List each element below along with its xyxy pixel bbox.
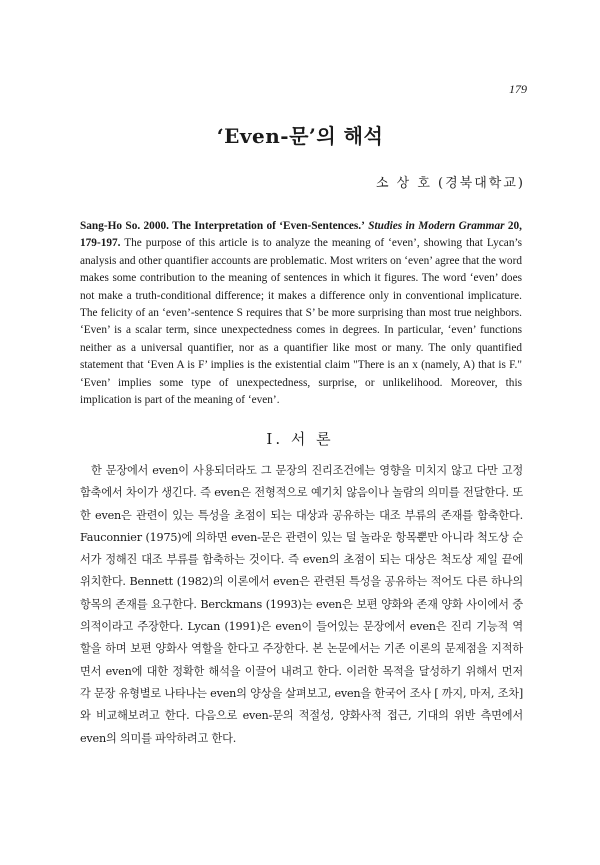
page-number: 179 <box>509 82 527 96</box>
abstract-text: The purpose of this article is to analyze the meaning of ‘even’, showing that Lycan’s analysis and other quantifier accounts are problematic. Most writers on ‘even’ agree that the word makes some contribution to the meaning of sentences in which it figures. The word ‘even’ does not make a truth-conditional difference; it makes a difference only in conventional implicature. The felicity of an ‘even’-sentence S requires that S’ be more surprising than most true neighbors. ‘Even’ is a scalar term, since unexpectedness comes in degrees. In particular, ‘even’ functions neither as a universal quantifier, nor as a quantifier like most or many. The only quantified statement that ‘Even A is F’ implies is the existential claim "There is an x (namely, A) that is F." ‘Even’ implies some type of unexpectedness, surprise, or unlikelihood. Moreover, this implication is part of the meaning of ‘even’. <box>80 237 522 407</box>
abstract-journal: Studies in Modern Grammar <box>368 220 505 232</box>
author-affiliation: 소 상 호 (경북대학교) <box>375 176 525 191</box>
body-paragraph: 한 문장에서 even이 사용되더라도 그 문장의 진리조건에는 영향을 미치지 않고 다만 고정함축에서 차이가 생긴다. 즉 even은 전형적으로 예기치 않음이나 놀람의 의미를 전달한다. 또한 even은 관련이 있는 특성을 초점이 되는 대상과 공유하는 대조 부류의 존재를 함축한다. Fauconnier (1975)에 의하면 even-문은 관련이 있는 덜 놀라운 항목뿐만 아니라 척도상 순서가 정해진 대조 부류를 함축하는 것이다. 즉 even의 초점이 되는 대상은 척도상 제일 끝에 위치한다. Bennett (1982)의 이론에서 even은 관련된 특성을 공유하는 적어도 다른 하나의 항목의 존재를 요구한다. Berckmans (1993)는 even은 보편 양화와 존재 양화 사이에서 중의적이라고 주장한다. Lycan (1991)은 even이 들어있는 문장에서 even은 진리 기능적 역할을 하며 보편 양화사 역할을 한다고 주장한다. 본 논문에서는 기존 이론의 문제점을 지적하면서 even에 대한 정확한 해석을 이끌어 내려고 한다. 이러한 목적을 달성하기 위해서 먼저 각 문장 유형별로 나타나는 even의 양상을 살펴보고, even을 한국어 조사 [ 까지, 마저, 조차] 와 비교해보려고 한다. 다음으로 even-문의 적절성, 양화사적 접근, 기대의 위반 측면에서 even의 의미를 파악하려고 한다. <box>80 464 523 745</box>
abstract-volume-pages: 20, 179-197. <box>80 220 522 250</box>
section-heading: Ⅰ. 서 론 <box>266 430 334 448</box>
paper-title: ‘Even-문’의 해석 <box>216 124 384 148</box>
abstract <box>80 218 522 409</box>
abstract-citation: Sang-Ho So. 2000. The Interpretation of ‘Even-Sentences.’ <box>80 220 365 232</box>
